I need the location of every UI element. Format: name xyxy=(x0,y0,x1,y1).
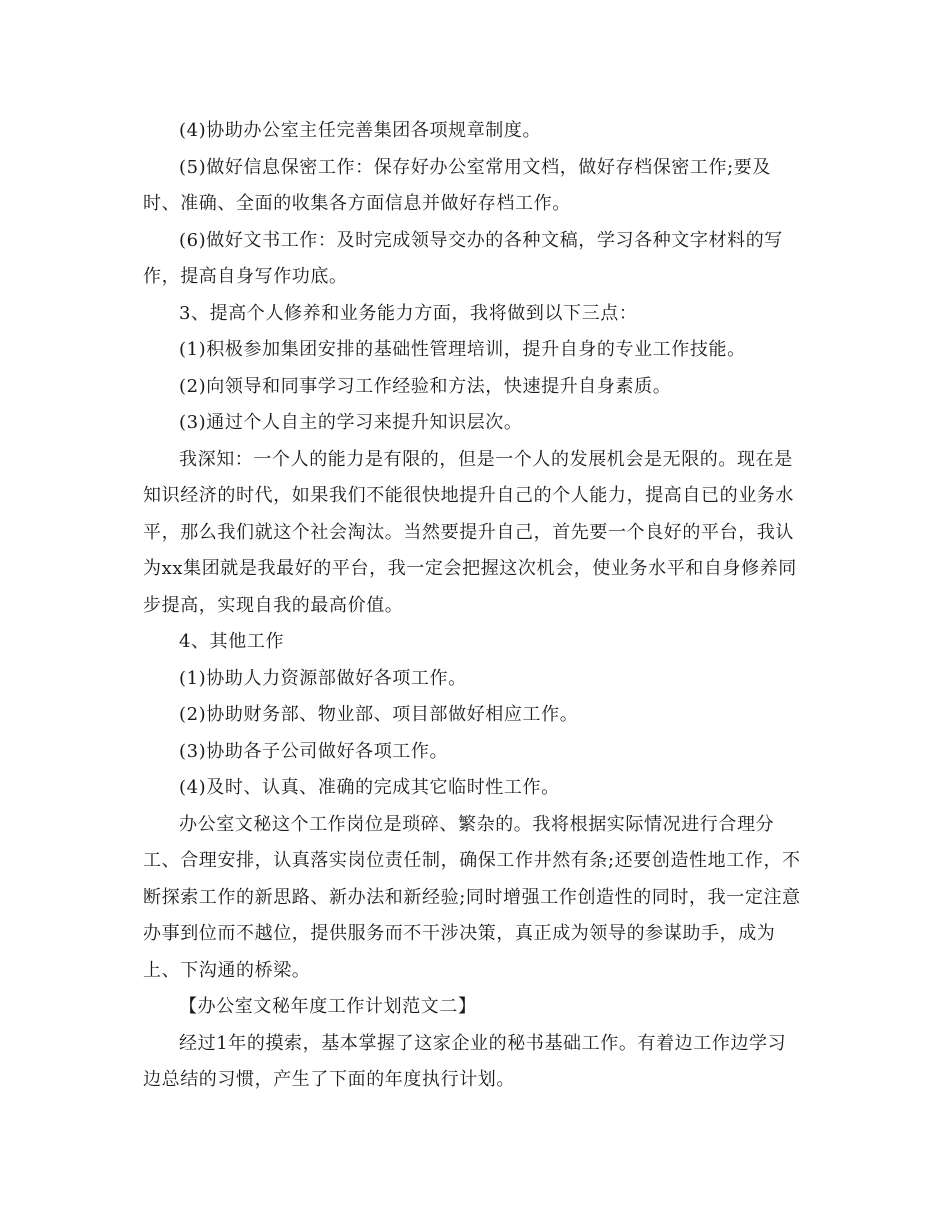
text-line: 办公室文秘这个工作岗位是琐碎、繁杂的。我将根据实际情况进行合理分 xyxy=(179,814,775,835)
text-line: 办事到位而不越位，提供服务而不干涉决策，真正成为领导的参谋助手，成为 xyxy=(143,923,776,944)
section-heading-4: 4、其他工作 xyxy=(179,631,285,652)
text-line: (4)及时、认真、准确的完成其它临时性工作。 xyxy=(179,777,560,798)
text-line: (3)协助各子公司做好各项工作。 xyxy=(179,741,449,762)
text-line: 知识经济的时代，如果我们不能很快地提升自己的个人能力，提高自已的业务水 xyxy=(143,485,794,506)
text-line: (1)协助人力资源部做好各项工作。 xyxy=(179,668,467,689)
section-heading-3: 3、提高个人修养和业务能力方面，我将做到以下三点： xyxy=(179,303,638,324)
text-line: (1)积极参加集团安排的基础性管理培训，提升自身的专业工作技能。 xyxy=(179,339,746,360)
text-line: (3)通过个人自主的学习来提升知识层次。 xyxy=(179,412,523,433)
text-line: (5)做好信息保密工作：保存好办公室常用文档，做好存档保密工作;要及 xyxy=(179,157,771,178)
text-line: 时、准确、全面的收集各方面信息并做好存档工作。 xyxy=(143,193,571,214)
text-line: (6)做好文书工作：及时完成领导交办的各种文稿，学习各种文字材料的写 xyxy=(179,230,783,251)
text-line: 为xx集团就是我最好的平台，我一定会把握这次机会，使业务水平和自身修养同 xyxy=(143,558,797,579)
text-line: 经过1年的摸索，基本掌握了这家企业的秘书基础工作。有着边工作边学习 xyxy=(179,1033,787,1054)
text-line: 我深知：一个人的能力是有限的，但是一个人的发展机会是无限的。现在是 xyxy=(179,449,793,470)
text-line: (2)向领导和同事学习工作经验和方法，快速提升自身素质。 xyxy=(179,376,672,397)
text-line: (2)协助财务部、物业部、项目部做好相应工作。 xyxy=(179,704,579,725)
text-line: 步提高，实现自我的最高价值。 xyxy=(143,595,404,616)
text-line: 平，那么我们就这个社会淘汰。当然要提升自己，首先要一个良好的平台，我认 xyxy=(143,522,794,543)
text-line: 作，提高自身写作功底。 xyxy=(143,266,348,287)
text-line: (4)协助办公室主任完善集团各项规章制度。 xyxy=(179,120,542,141)
article-title: 【办公室文秘年度工作计划范文二】 xyxy=(179,996,477,1017)
text-line: 工、合理安排，认真落实岗位责任制，确保工作井然有条;还要创造性地工作，不 xyxy=(143,850,801,871)
text-line: 边总结的习惯，产生了下面的年度执行计划。 xyxy=(143,1069,515,1090)
text-line: 上、下沟通的桥梁。 xyxy=(143,960,311,981)
text-line: 断探索工作的新思路、新办法和新经验;同时增强工作创造性的同时，我一定注意 xyxy=(143,887,801,908)
